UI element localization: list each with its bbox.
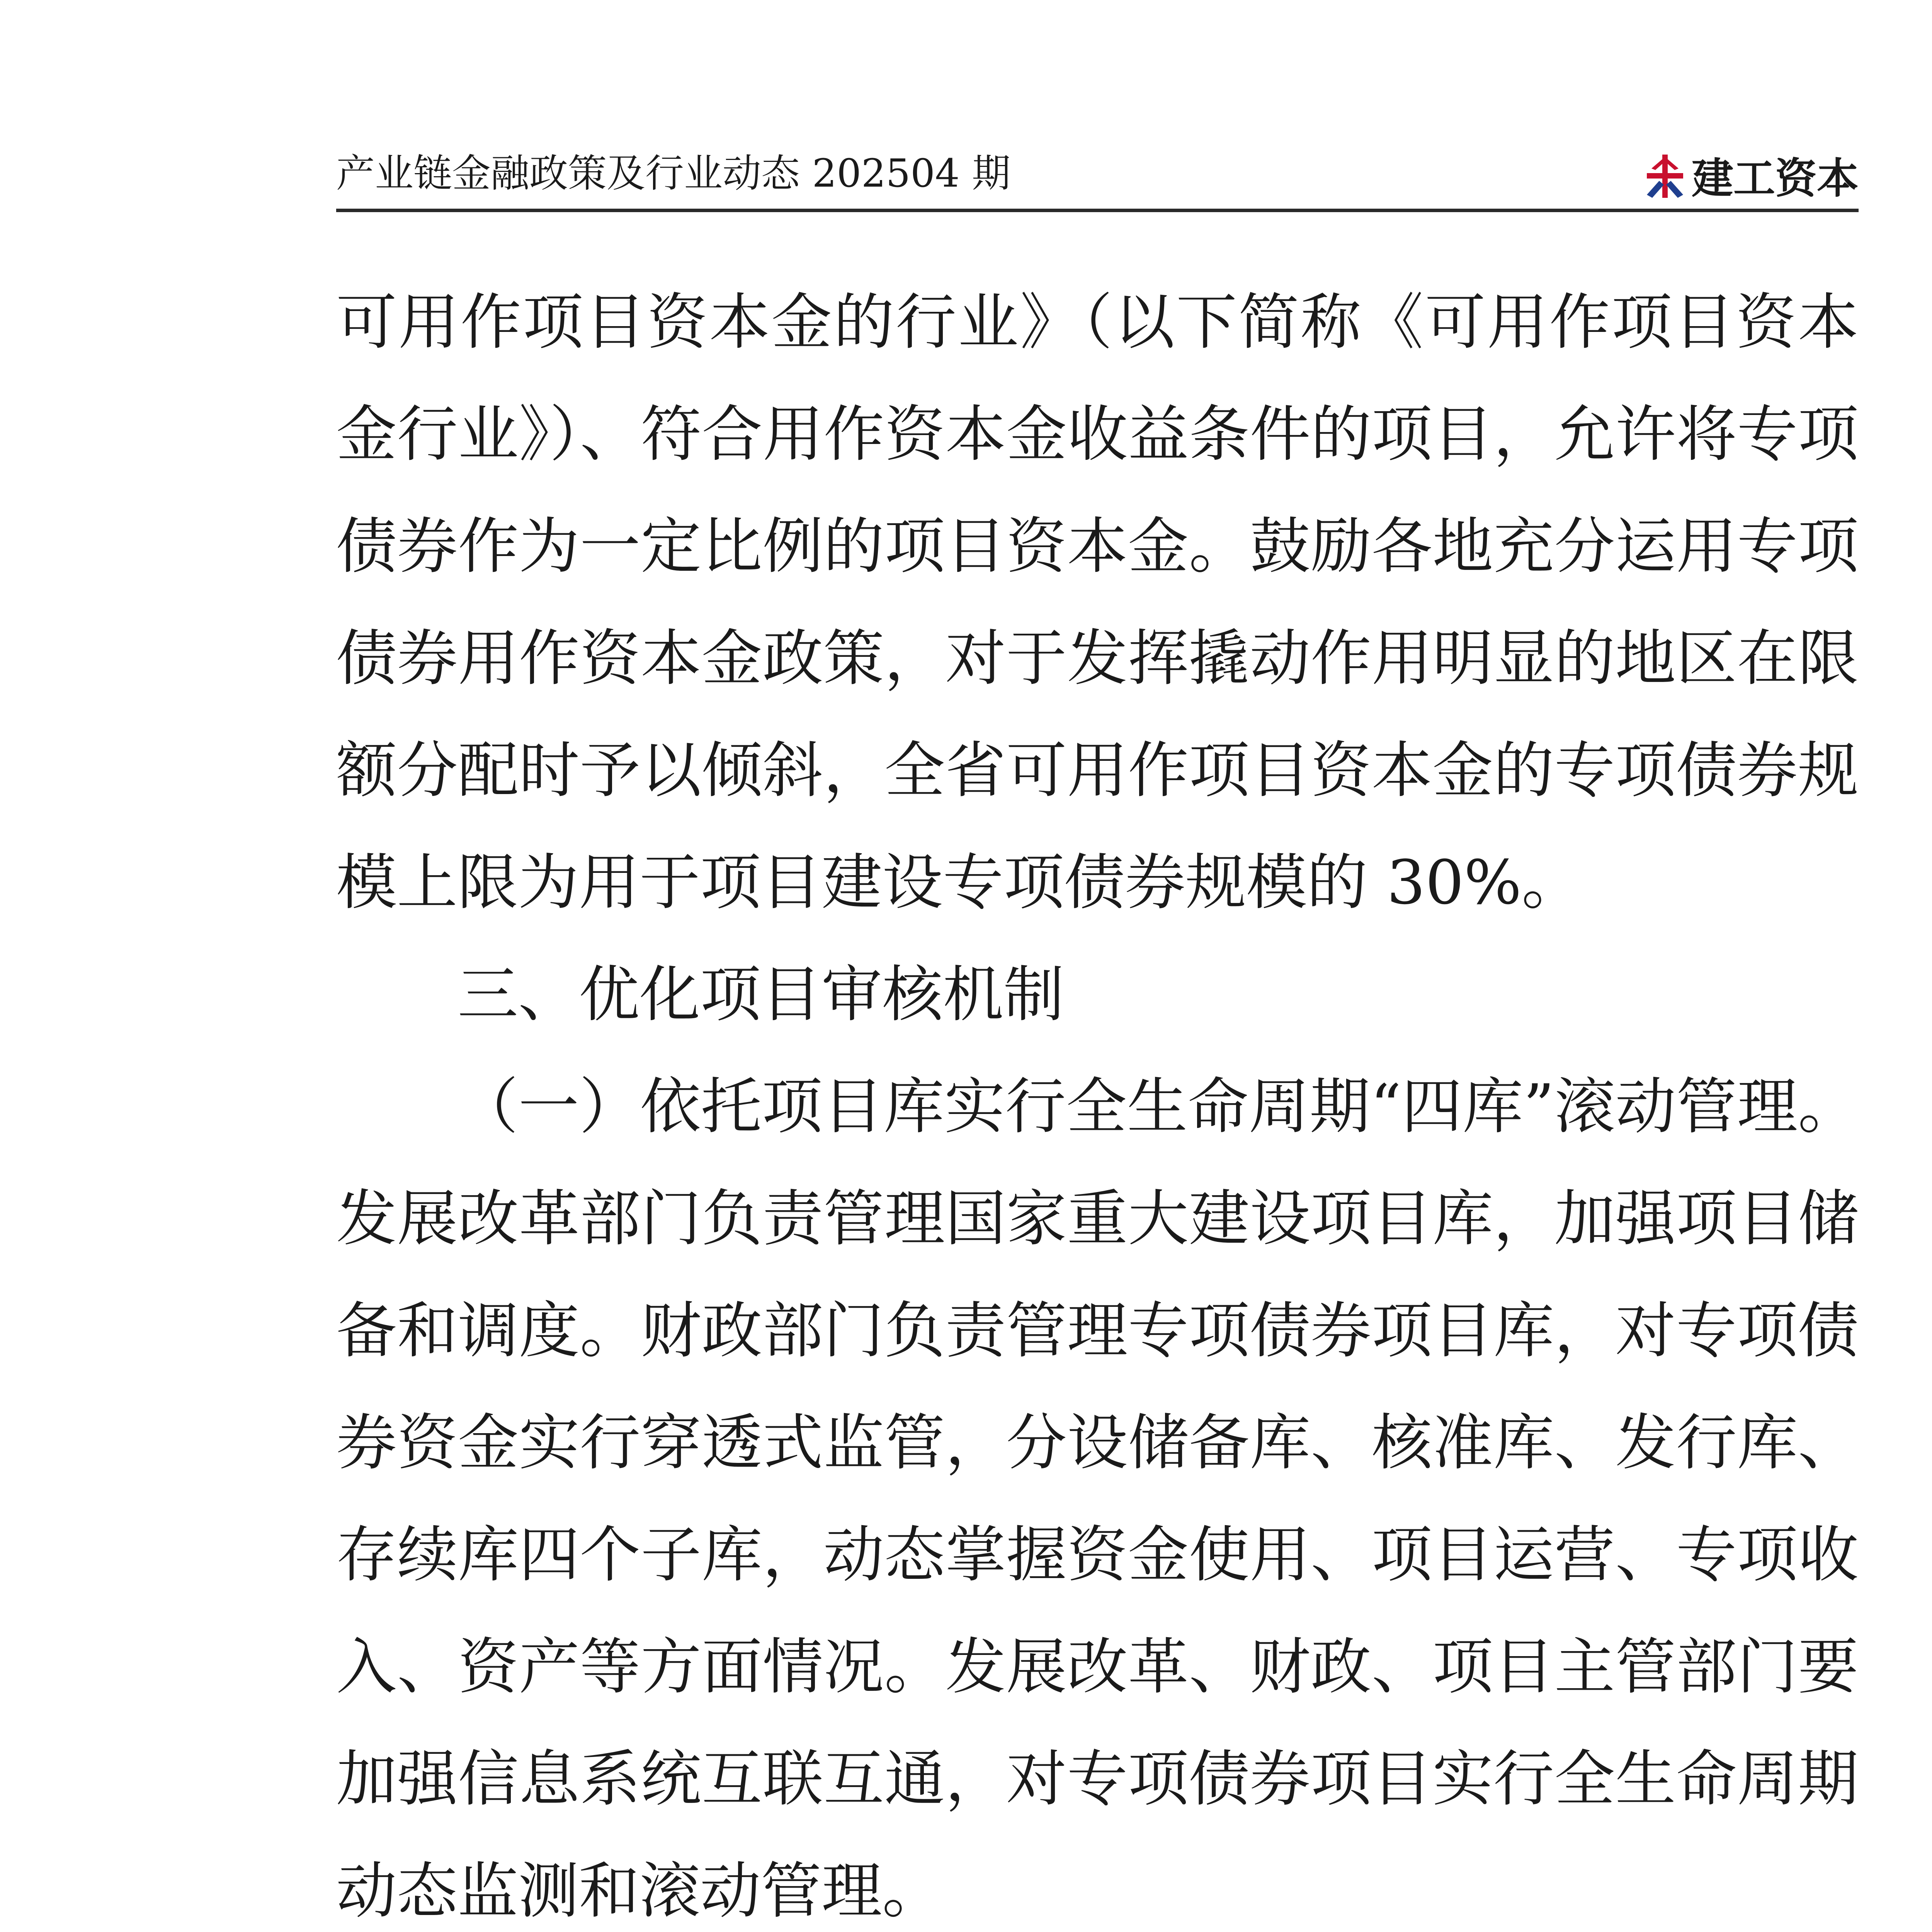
header-brand (1644, 153, 1859, 203)
company-logo-icon (1644, 153, 1686, 199)
paragraph-four-library-management: （一）依托项目库实行全生命周期“四库”滚动管理。发展改革部门负责管理国家重大建设项目库，加强项目储备和调度。财政部门负责管理专项债券项目库，对专项债券资金实行穿透式监管，分设储备库、核准库、发行库、存续库四个子库，动态掌握资金使用、项目运营、专项收入、资产等方面情况。发展改革、财政、项目主管部门要加强信息系统互联互通，对专项债券项目实行全生命周期动态监测和滚动管理。 (336, 1071, 1859, 1927)
header-publication-title: 产业链金融政策及行业动态 202504 期 (336, 151, 1011, 196)
document-body (336, 267, 1859, 1932)
paragraph-capital-fund: 可用作项目资本金的行业》（以下简称《可用作项目资本金行业》）、符合用作资本金收益条件的项目，允许将专项债券作为一定比例的项目资本金。鼓励各地充分运用专项债券用作资本金政策，对于发挥撬动作用明显的地区在限额分配时予以倾斜，全省可用作项目资本金的专项债券规模上限为用于项目建设专项债券规模的 30%。 (336, 287, 1859, 918)
header-brand-name: 建工资本 (1691, 154, 1859, 203)
section-heading-review-mechanism: 三、优化项目审核机制 (457, 959, 1065, 1030)
page-header (336, 143, 1859, 212)
